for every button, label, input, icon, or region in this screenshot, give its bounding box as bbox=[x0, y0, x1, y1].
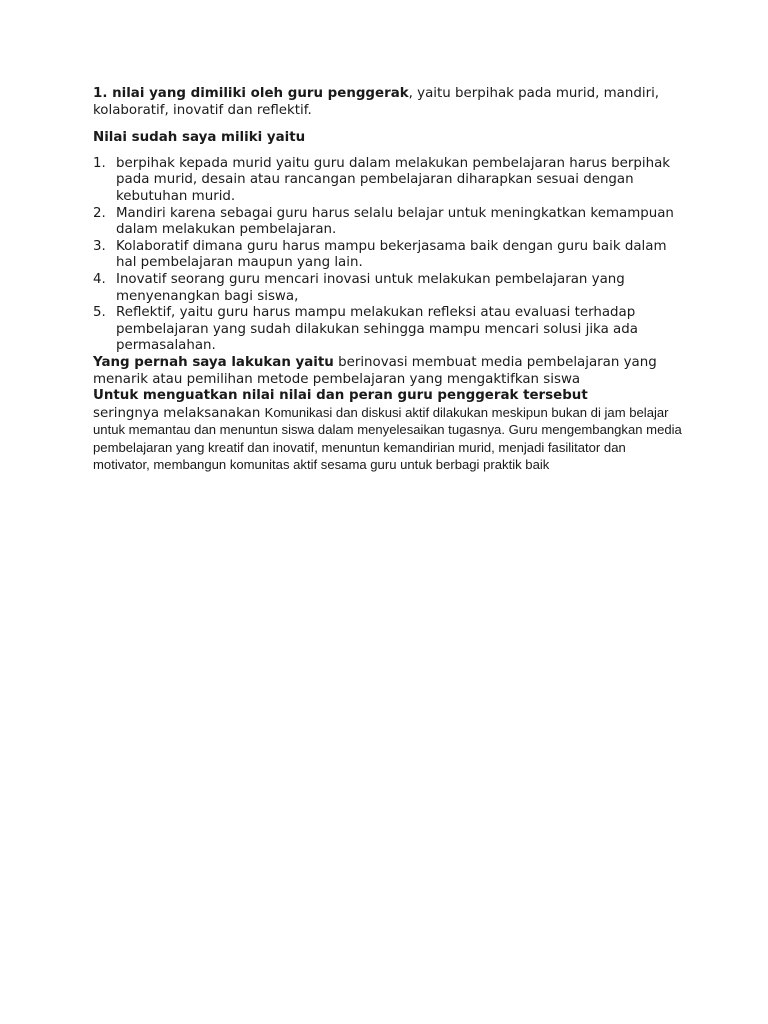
strengthen-detail-text: Komunikasi dan diskusi aktif dilakukan meskipun bukan di jam belajar untuk memantau dan menuntun siswa dalam menyelesaikan tugasnya. Guru mengembangkan media pembelajaran yang kreatif dan inovatif, menuntun kemandirian murid, menjadi fasilitator dan motivator, membangun komunitas aktif sesama guru untuk berbagi praktik baik bbox=[93, 404, 682, 473]
document-page bbox=[93, 86, 683, 475]
intro-bold-text: 1. nilai yang dimiliki oleh guru penggerak bbox=[93, 86, 409, 101]
done-rest-text: berinovasi membuat media pembelajaran yang menarik atau pemilihan metode pembelajaran yang mengaktifkan siswa bbox=[93, 354, 657, 387]
list-item-number: 2. bbox=[93, 205, 106, 221]
list-item bbox=[93, 305, 683, 355]
list-item-text: Reflektif, yaitu guru harus mampu melakukan refleksi atau evaluasi terhadap pembelajaran yang sudah dilakukan sehingga mampu mencari solusi jika ada permasalahan. bbox=[116, 305, 638, 354]
list-item-number: 3. bbox=[93, 238, 106, 254]
list-item-number: 4. bbox=[93, 271, 106, 287]
list-item bbox=[93, 206, 683, 239]
values-list bbox=[93, 156, 683, 355]
list-item bbox=[93, 239, 683, 272]
list-item bbox=[93, 272, 683, 305]
list-item-text: berpihak kepada murid yaitu guru dalam melakukan pembelajaran harus berpihak pada murid, desain atau rancangan pembelajaran diharapkan sesuai dengan kebutuhan murid. bbox=[116, 155, 671, 204]
strengthen-heading-text: Untuk menguatkan nilai nilai dan peran guru penggerak tersebut bbox=[93, 388, 588, 404]
strengthen-heading bbox=[93, 388, 683, 405]
strengthen-paragraph bbox=[93, 405, 683, 475]
list-item bbox=[93, 156, 683, 206]
strengthen-lead-text: seringnya melaksanakan bbox=[93, 405, 265, 421]
done-paragraph bbox=[93, 355, 683, 388]
list-item-text: Mandiri karena sebagai guru harus selalu belajar untuk meningkatkan kemampuan dalam melakukan pembelajaran. bbox=[116, 205, 674, 238]
intro-paragraph bbox=[93, 86, 683, 119]
list-item-text: Inovatif seorang guru mencari inovasi untuk melakukan pembelajaran yang menyenangkan bagi siswa, bbox=[116, 271, 625, 304]
list-item-number: 5. bbox=[93, 305, 106, 321]
intro-rest-text: , yaitu berpihak pada murid, mandiri, kolaboratif, inovatif dan reflektif. bbox=[93, 86, 660, 118]
done-bold-text: Yang pernah saya lakukan yaitu bbox=[93, 354, 334, 370]
list-item-text: Kolaboratif dimana guru harus mampu bekerjasama baik dengan guru baik dalam hal pembelajaran maupun yang lain. bbox=[116, 238, 667, 271]
list-item-number: 1. bbox=[93, 155, 106, 171]
owned-values-heading: Nilai sudah saya miliki yaitu bbox=[93, 130, 306, 146]
